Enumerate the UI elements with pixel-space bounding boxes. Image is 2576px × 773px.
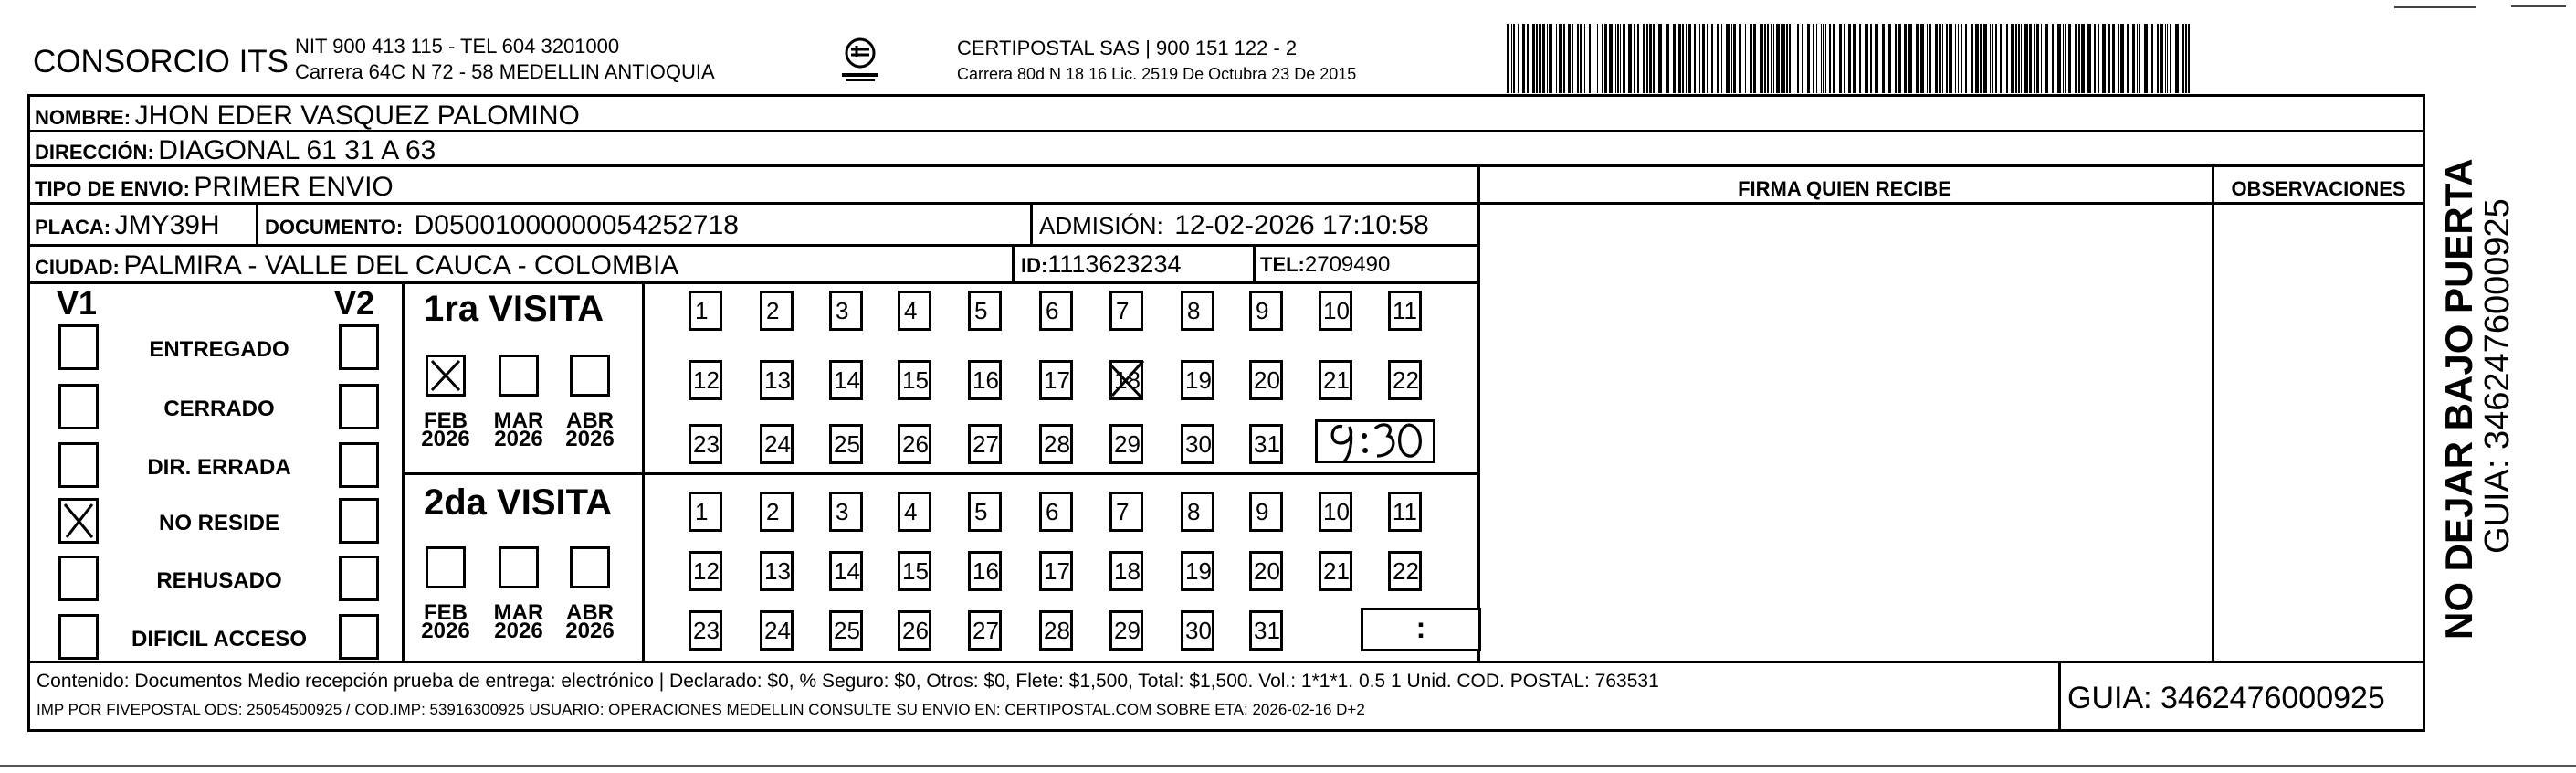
checkmark-x-icon	[61, 501, 96, 541]
visit2-year-label: 2026	[565, 619, 615, 643]
visit2-day-box[interactable]	[1109, 610, 1143, 651]
visit2-day-box[interactable]	[898, 492, 931, 532]
visit2-day-box[interactable]	[760, 551, 794, 591]
visit2-day-number: 6	[1046, 498, 1059, 525]
visit1-day-number: 12	[693, 366, 720, 394]
nombre-value: JHON EDER VASQUEZ PALOMINO	[134, 101, 580, 131]
visit2-day-number: 17	[1044, 557, 1070, 585]
visit1-day-box[interactable]	[1249, 424, 1283, 464]
visit1-day-box[interactable]	[1388, 360, 1422, 400]
visit2-month-checkbox[interactable]	[426, 546, 466, 588]
tipo-envio-value: PRIMER ENVIO	[194, 172, 394, 202]
visit1-day-number: 26	[902, 430, 929, 458]
visit2-day-number: 20	[1254, 557, 1280, 585]
visit1-day-box[interactable]	[689, 424, 722, 464]
company-address: Carrera 64C N 72 - 58 MEDELLIN ANTIOQUIA	[295, 60, 715, 83]
visit1-day-box[interactable]	[1249, 291, 1283, 331]
visit1-day-box[interactable]	[1109, 360, 1143, 400]
barcode	[1507, 24, 2195, 93]
visit1-day-box[interactable]	[829, 424, 863, 464]
visit2-day-box[interactable]	[1109, 492, 1143, 532]
visit1-day-number: 2	[766, 297, 780, 324]
visit1-day-number: 18	[1114, 366, 1141, 394]
visit1-day-number: 20	[1254, 366, 1280, 394]
visit2-month-checkbox[interactable]	[570, 546, 610, 588]
visit2-day-box[interactable]	[1039, 492, 1073, 532]
visit2-day-box[interactable]	[689, 551, 722, 591]
visit2-day-box[interactable]	[689, 492, 722, 532]
visit1-day-number: 19	[1185, 366, 1212, 394]
visit2-day-box[interactable]	[1249, 492, 1283, 532]
v2-checkbox[interactable]	[339, 324, 379, 370]
visit2-day-number: 3	[836, 498, 849, 525]
id-label: ID:	[1021, 254, 1048, 277]
visit1-day-number: 1	[695, 297, 709, 324]
visit2-day-box[interactable]	[898, 610, 931, 651]
v2-label: V2	[334, 284, 375, 322]
visit2-day-box[interactable]	[898, 551, 931, 591]
visit2-day-box[interactable]	[1319, 551, 1352, 591]
visit2-day-box[interactable]	[760, 492, 794, 532]
visit2-day-number: 5	[974, 498, 988, 525]
visit1-day-box[interactable]	[898, 360, 931, 400]
visit2-day-number: 2	[766, 498, 780, 525]
visit2-day-box[interactable]	[689, 610, 722, 651]
visit2-day-number: 1	[695, 498, 709, 525]
visit1-day-number: 27	[973, 430, 999, 458]
visit2-day-box[interactable]	[1388, 492, 1422, 532]
visit2-day-box[interactable]	[760, 610, 794, 651]
status-label: DIFICIL ACCESO	[131, 627, 307, 651]
visit1-month-label: ABR	[566, 408, 614, 433]
nombre-label: NOMBRE:	[35, 106, 131, 129]
visit1-day-number: 17	[1044, 366, 1070, 394]
firma-header: FIRMA QUIEN RECIBE	[1738, 177, 1951, 200]
visit2-day-number: 14	[834, 557, 860, 585]
visit1-day-number: 7	[1116, 297, 1130, 324]
visit2-day-number: 4	[904, 498, 918, 525]
visit1-day-number: 3	[836, 297, 849, 324]
v1-checkbox[interactable]	[58, 384, 99, 429]
visit1-day-number: 4	[904, 297, 918, 324]
visit2-day-box[interactable]	[1181, 551, 1214, 591]
visit1-day-box[interactable]	[1109, 424, 1143, 464]
observaciones-area[interactable]	[2215, 206, 2424, 659]
visit1-day-number: 5	[974, 297, 988, 324]
visit1-day-box[interactable]	[760, 291, 794, 331]
visit2-day-box[interactable]	[1388, 551, 1422, 591]
visita2-hour-separator: :	[1415, 611, 1426, 644]
v2-checkbox[interactable]	[339, 498, 379, 544]
visit2-month-label: ABR	[566, 600, 614, 625]
visit2-day-number: 24	[764, 617, 791, 644]
visit2-day-number: 27	[973, 617, 999, 644]
footer-imp-line: IMP POR FIVEPOSTAL ODS: 25054500925 / COD.IMP: 53916300925 USUARIO: OPERACIONES MEDELLIN CONSULTE SU ENVIO EN: CERTIPOSTAL.COM SOBRE ETA: 2026-02-16 D+2	[37, 701, 1365, 718]
v1-checkbox[interactable]	[58, 556, 99, 601]
visit1-day-box[interactable]	[829, 291, 863, 331]
company-name: CONSORCIO ITS	[33, 44, 289, 79]
v2-checkbox[interactable]	[339, 442, 379, 488]
visit1-day-number: 16	[973, 366, 999, 394]
tel-value: 2709490	[1304, 252, 1391, 277]
courier-address: Carrera 80d N 18 16 Lic. 2519 De Octubra 23 De 2015	[957, 65, 1357, 83]
side-warning: NO DEJAR BAJO PUERTA	[2437, 158, 2480, 640]
visit1-day-box[interactable]	[968, 424, 1002, 464]
day-cross-mark-icon	[1107, 357, 1147, 401]
visit2-day-box[interactable]	[1319, 492, 1352, 532]
v2-checkbox[interactable]	[339, 614, 379, 660]
visit1-year-label: 2026	[494, 427, 543, 451]
direccion-label: DIRECCIÓN:	[35, 141, 154, 164]
visit1-day-number: 23	[693, 430, 720, 458]
visit1-day-number: 22	[1393, 366, 1419, 394]
visita2-title: 2da VISITA	[424, 482, 612, 523]
visit2-day-number: 22	[1393, 557, 1419, 585]
footer-content-line: Contenido: Documentos Medio recepción prueba de entrega: electrónico | Declarado: $0, % Seguro: $0, Otros: $0, Flete: $1,500, Total: $1,500. Vol.: 1*1*1. 0.5 1 Unid. COD. POSTAL: 763531	[37, 671, 1659, 692]
visit1-day-box[interactable]	[829, 360, 863, 400]
admision-value: 12-02-2026 17:10:58	[1174, 210, 1429, 240]
visit2-day-number: 25	[834, 617, 860, 644]
visit1-month-checkbox[interactable]	[499, 355, 539, 397]
visit1-day-number: 15	[902, 366, 929, 394]
documento-label: DOCUMENTO:	[265, 216, 404, 238]
visit1-day-box[interactable]	[898, 424, 931, 464]
visit2-day-number: 29	[1114, 617, 1141, 644]
placa-label: PLACA:	[35, 216, 111, 238]
status-label: DIR. ERRADA	[147, 455, 291, 480]
visit2-day-box[interactable]	[829, 610, 863, 651]
visit1-day-box[interactable]	[1249, 360, 1283, 400]
visit1-day-box[interactable]	[1039, 360, 1073, 400]
visit1-month-checkbox[interactable]	[426, 355, 466, 397]
visit1-day-box[interactable]	[1039, 291, 1073, 331]
visit2-day-box[interactable]	[1249, 551, 1283, 591]
visit1-day-box[interactable]	[1388, 291, 1422, 331]
visit1-day-number: 14	[834, 366, 860, 394]
checkmark-x-icon	[428, 357, 463, 394]
visit1-day-box[interactable]	[689, 291, 722, 331]
v2-checkbox[interactable]	[339, 556, 379, 601]
visit1-day-number: 24	[764, 430, 791, 458]
side-guia: GUIA: 3462476000925	[2478, 198, 2517, 554]
visit2-day-number: 21	[1323, 557, 1350, 585]
direccion-value: DIAGONAL 61 31 A 63	[158, 135, 436, 165]
ciudad-value: PALMIRA - VALLE DEL CAUCA - COLOMBIA	[123, 250, 679, 281]
tel-label: TEL:	[1260, 253, 1305, 276]
visit2-day-number: 7	[1116, 498, 1130, 525]
visit1-day-number: 11	[1393, 297, 1417, 324]
documento-value: D05001000000054252718	[414, 210, 739, 240]
status-label: CERRADO	[163, 397, 275, 421]
visit2-day-box[interactable]	[1181, 610, 1214, 651]
visit1-day-number: 13	[764, 366, 791, 394]
ciudad-label: CIUDAD:	[35, 256, 120, 279]
firma-area[interactable]	[1481, 206, 2210, 659]
v2-checkbox[interactable]	[339, 384, 379, 429]
visit2-day-box[interactable]	[1249, 610, 1283, 651]
certipostal-logo	[838, 37, 882, 84]
v1-checkbox[interactable]	[58, 614, 99, 660]
visit2-day-number: 9	[1256, 498, 1269, 525]
visit1-day-box[interactable]	[968, 360, 1002, 400]
visit2-day-number: 23	[693, 617, 720, 644]
visit1-day-number: 6	[1046, 297, 1059, 324]
visit2-day-number: 18	[1114, 557, 1141, 585]
visit1-day-box[interactable]	[1109, 291, 1143, 331]
company-nit: NIT 900 413 115 - TEL 604 3201000	[295, 35, 620, 58]
visit1-day-box[interactable]	[689, 360, 722, 400]
courier-name: CERTIPOSTAL SAS | 900 151 122 - 2	[957, 37, 1298, 59]
placa-value: JMY39H	[114, 210, 220, 240]
visit1-day-box[interactable]	[1319, 360, 1352, 400]
visit1-day-box[interactable]	[1319, 291, 1352, 331]
v1-checkbox[interactable]	[58, 324, 99, 370]
v1-label: V1	[57, 284, 98, 322]
visit2-day-number: 31	[1254, 617, 1280, 644]
visit2-day-number: 16	[973, 557, 999, 585]
footer-guia: GUIA: 3462476000925	[2067, 681, 2385, 715]
visit1-day-number: 25	[834, 430, 860, 458]
status-label: ENTREGADO	[149, 337, 289, 362]
observaciones-header: OBSERVACIONES	[2231, 177, 2406, 200]
visit2-month-checkbox[interactable]	[499, 546, 539, 588]
visit2-year-label: 2026	[494, 619, 543, 643]
visit1-month-label: FEB	[424, 408, 468, 433]
visit2-day-number: 10	[1323, 498, 1350, 525]
status-label: NO RESIDE	[158, 511, 280, 535]
visit2-day-box[interactable]	[829, 492, 863, 532]
visit2-day-number: 8	[1187, 498, 1201, 525]
status-label: REHUSADO	[156, 568, 282, 593]
visit2-year-label: 2026	[421, 619, 470, 643]
visit2-day-number: 13	[764, 557, 791, 585]
tipo-envio-label: TIPO DE ENVIO:	[35, 177, 190, 200]
visit1-day-box[interactable]	[898, 291, 931, 331]
visita1-hour-handwritten	[1322, 416, 1432, 471]
visit1-day-number: 8	[1187, 297, 1201, 324]
visit1-day-box[interactable]	[1039, 424, 1073, 464]
visit1-day-box[interactable]	[1181, 424, 1214, 464]
visit1-day-number: 28	[1044, 430, 1070, 458]
visit1-day-box[interactable]	[1181, 291, 1214, 331]
visit2-day-box[interactable]	[1181, 492, 1214, 532]
visit2-day-box[interactable]	[1039, 610, 1073, 651]
visit1-day-number: 21	[1323, 366, 1350, 394]
visit2-day-number: 19	[1185, 557, 1212, 585]
visit2-day-number: 12	[693, 557, 720, 585]
visit1-day-box[interactable]	[1181, 360, 1214, 400]
visit2-month-label: FEB	[424, 600, 468, 625]
visit1-day-number: 29	[1114, 430, 1141, 458]
visit2-day-number: 26	[902, 617, 929, 644]
visit1-day-box[interactable]	[968, 291, 1002, 331]
visit2-day-box[interactable]	[968, 610, 1002, 651]
visit2-day-box[interactable]	[1039, 551, 1073, 591]
visit2-day-box[interactable]	[968, 551, 1002, 591]
visit2-day-box[interactable]	[1109, 551, 1143, 591]
admision-label: ADMISIÓN:	[1039, 212, 1163, 239]
visit1-day-number: 30	[1185, 430, 1212, 458]
visit1-day-number: 10	[1323, 297, 1350, 324]
id-value: 1113623234	[1047, 250, 1182, 278]
visit2-day-box[interactable]	[829, 551, 863, 591]
visit1-year-label: 2026	[421, 427, 470, 451]
visit1-day-box[interactable]	[760, 360, 794, 400]
visit2-day-number: 30	[1185, 617, 1212, 644]
visit1-day-number: 9	[1256, 297, 1269, 324]
visita1-title: 1ra VISITA	[424, 289, 605, 329]
visit1-year-label: 2026	[565, 427, 615, 451]
visit2-day-box[interactable]	[968, 492, 1002, 532]
visit2-month-label: MAR	[493, 600, 544, 625]
visit1-month-checkbox[interactable]	[570, 355, 610, 397]
visit1-day-number: 31	[1254, 430, 1280, 458]
visit2-day-number: 15	[902, 557, 929, 585]
visit2-day-number: 28	[1044, 617, 1070, 644]
visit2-day-number: 11	[1393, 498, 1417, 525]
visit1-month-label: MAR	[493, 408, 544, 433]
v1-checkbox[interactable]	[58, 442, 99, 488]
visit1-day-box[interactable]	[760, 424, 794, 464]
v1-checkbox[interactable]	[58, 498, 99, 544]
